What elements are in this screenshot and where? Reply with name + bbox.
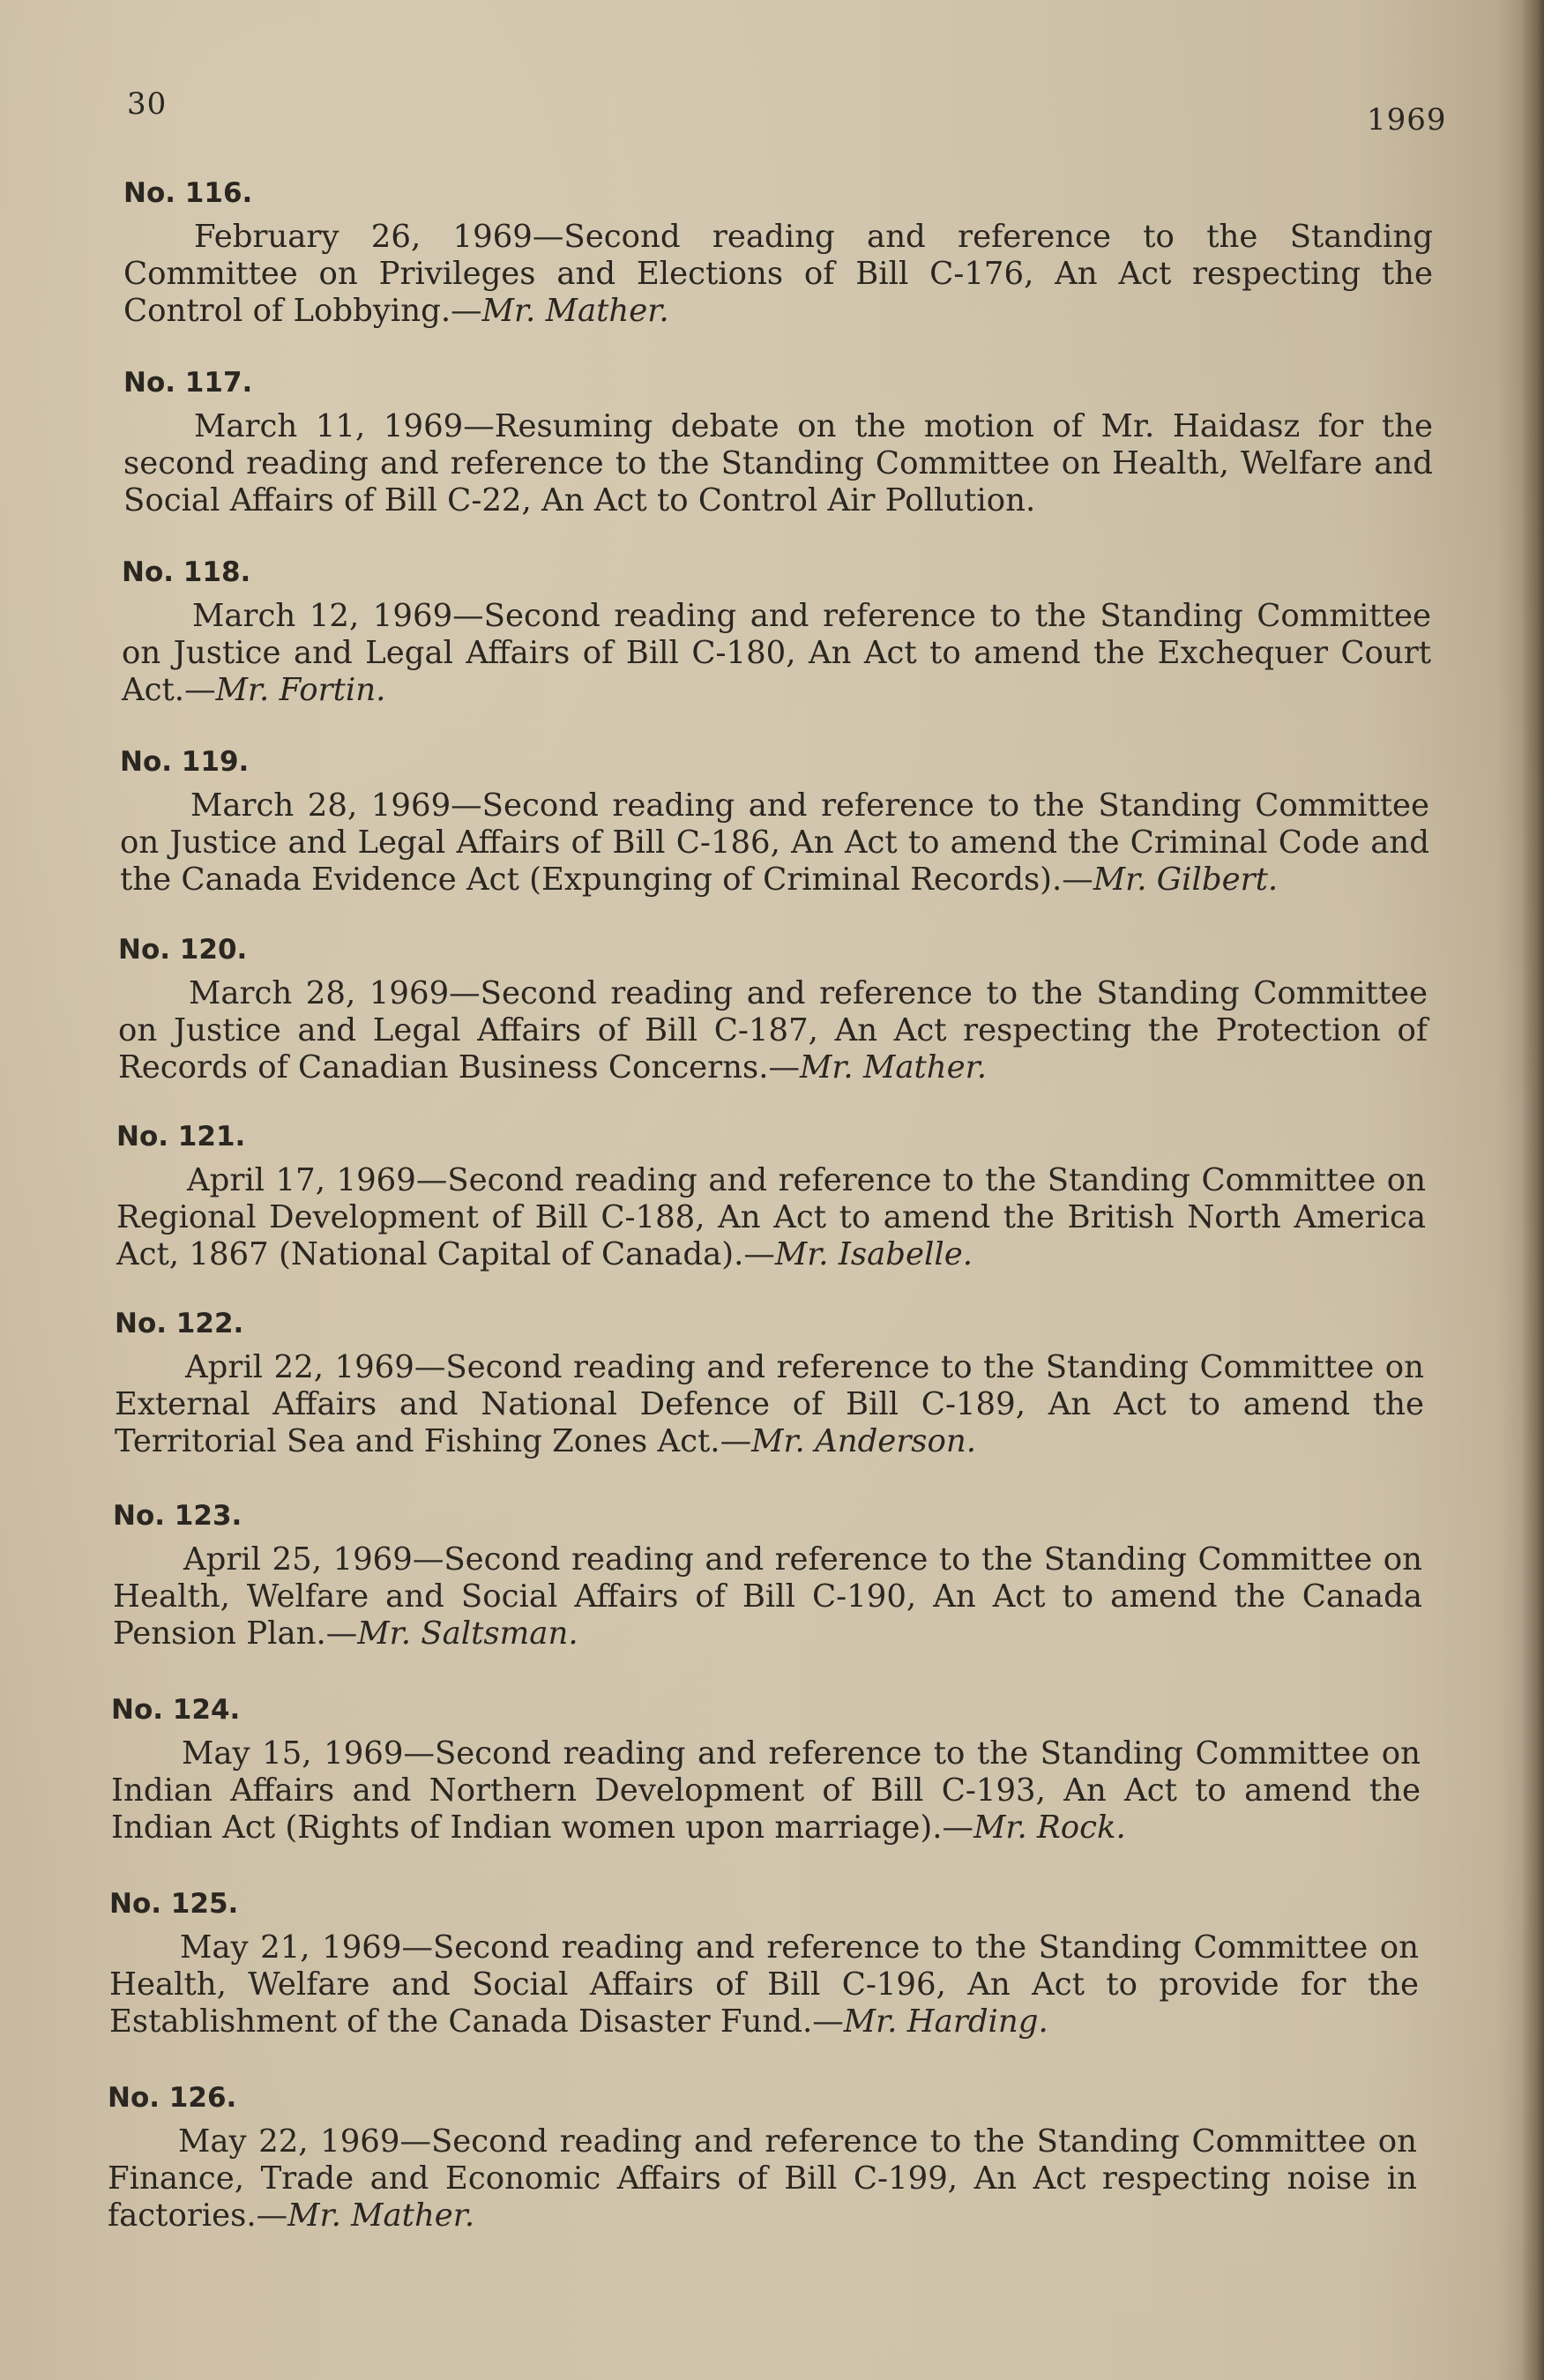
notice-mover: Mr. Mather.: [799, 1049, 987, 1086]
notice-body: May 15, 1969—Second reading and reference to the Standing Committee on Indian Affairs and Northern Development of Bill C-193, An Act to amend the Indian Act (Rights of Indian women upon marriage).—: [111, 1735, 1421, 1846]
page-year: 1969: [1367, 102, 1447, 138]
notice-text: [116, 1162, 1426, 1273]
notice-mover: Mr. Gilbert.: [1093, 862, 1279, 898]
notice-body: February 26, 1969—Second reading and reference to the Standing Committee on Privileges and Elections of Bill C-176, An Act respecting the Control of Lobbying.—: [123, 219, 1433, 329]
notice-body: April 25, 1969—Second reading and reference to the Standing Committee on Health, Welfare and Social Affairs of Bill C-190, An Act to amend the Canada Pension Plan.—: [113, 1541, 1422, 1652]
notice-body: April 22, 1969—Second reading and reference to the Standing Committee on External Affairs and National Defence of Bill C-189, An Act to amend the Territorial Sea and Fishing Zones Act.—: [115, 1349, 1424, 1459]
notice-body: May 21, 1969—Second reading and reference to the Standing Committee on Health, Welfare and Social Affairs of Bill C-196, An Act to provide for the Establishment of the Canada Disaster Fund.—: [109, 1929, 1419, 2040]
notice-entry: [109, 1887, 1419, 2041]
notice-mover: Mr. Isabelle.: [774, 1236, 973, 1272]
notice-number: No. 116.: [123, 177, 253, 209]
notice-number: No. 125.: [109, 1888, 239, 1920]
notice-entry: [123, 366, 1433, 519]
notice-mover: Mr. Fortin.: [215, 672, 386, 708]
notice-number: No. 123.: [113, 1500, 242, 1532]
notice-text: [109, 1929, 1419, 2041]
notice-text: [123, 219, 1433, 330]
notice-entry: [116, 1120, 1426, 1273]
notice-body: March 11, 1969—Resuming debate on the motion of Mr. Haidasz for the second reading and reference to the Standing Committee on Health, Welfare and Social Affairs of Bill C-22, An Act to Control Air Pollution.: [123, 408, 1433, 519]
notice-body: April 17, 1969—Second reading and reference to the Standing Committee on Regional Development of Bill C-188, An Act to amend the British North America Act, 1867 (National Capital of Canada).—: [116, 1162, 1426, 1272]
notice-mover: Mr. Harding.: [843, 2003, 1048, 2040]
notice-entry: [118, 933, 1428, 1086]
notice-mover: Mr. Mather.: [287, 2197, 475, 2234]
notice-text: [120, 787, 1429, 899]
notice-number: No. 124.: [111, 1694, 241, 1726]
notice-number: No. 121.: [116, 1121, 246, 1153]
page-number: 30: [127, 86, 168, 122]
notice-text: [122, 598, 1431, 709]
notice-entry: [111, 1693, 1421, 1847]
notice-mover: Mr. Saltsman.: [357, 1615, 578, 1652]
notice-entry: [123, 176, 1433, 330]
notice-text: [113, 1541, 1422, 1653]
notice-entry: [120, 745, 1429, 899]
notice-mover: Mr. Rock.: [973, 1809, 1126, 1846]
notice-number: No. 119.: [120, 746, 250, 778]
page-edge-shadow: [1521, 0, 1544, 2380]
notice-text: [111, 1735, 1421, 1847]
notice-body: March 28, 1969—Second reading and reference to the Standing Committee on Justice and Legal Affairs of Bill C-187, An Act respecting the Protection of Records of Canadian Business Concerns.—: [118, 975, 1428, 1086]
notice-text: [108, 2123, 1417, 2235]
notice-entry: [108, 2081, 1417, 2235]
notice-number: No. 120.: [118, 934, 248, 966]
notice-number: No. 122.: [115, 1308, 244, 1339]
notice-entry: [113, 1499, 1422, 1653]
notice-body: March 28, 1969—Second reading and reference to the Standing Committee on Justice and Legal Affairs of Bill C-186, An Act to amend the Criminal Code and the Canada Evidence Act (Expunging of Criminal Records).—: [120, 787, 1429, 898]
notice-text: [123, 408, 1433, 519]
notice-body: May 22, 1969—Second reading and reference to the Standing Committee on Finance, Trade and Economic Affairs of Bill C-199, An Act respecting noise in factories.—: [108, 2123, 1417, 2234]
notice-number: No. 126.: [108, 2082, 237, 2114]
notice-number: No. 117.: [123, 367, 253, 399]
notice-body: March 12, 1969—Second reading and reference to the Standing Committee on Justice and Legal Affairs of Bill C-180, An Act to amend the Exchequer Court Act.—: [122, 598, 1431, 708]
notice-mover: Mr. Mather.: [481, 293, 669, 329]
notice-entry: [115, 1307, 1424, 1460]
notice-entry: [122, 556, 1431, 709]
notice-number: No. 118.: [122, 556, 251, 588]
notice-mover: Mr. Anderson.: [751, 1423, 977, 1459]
notice-text: [118, 975, 1428, 1086]
notice-text: [115, 1349, 1424, 1460]
